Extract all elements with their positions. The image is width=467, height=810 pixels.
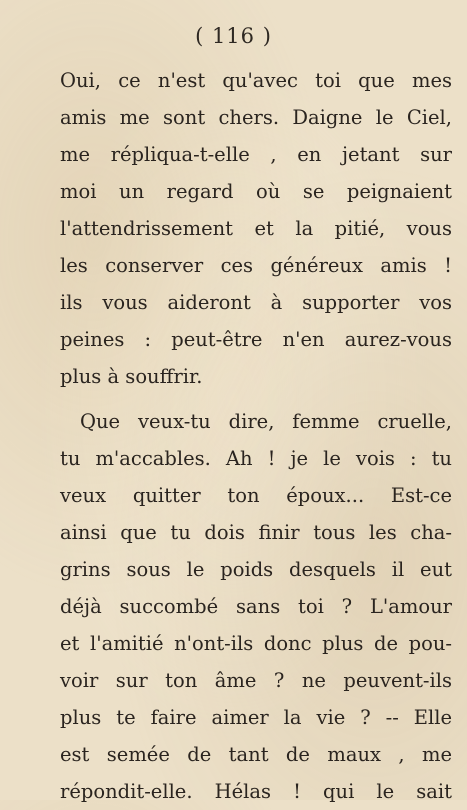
paragraph (60, 403, 452, 810)
text-line: plus te faire aimer la vie ? -- Elle (60, 706, 452, 729)
text-line: plus à souffrir. (60, 365, 203, 388)
page-number: ( 116 ) (195, 24, 272, 48)
text-line: déjà succombé sans toi ? L'amour (60, 595, 452, 618)
paragraph (60, 62, 452, 395)
paragraph-gap (60, 395, 452, 403)
body-text (60, 62, 452, 810)
text-line: Que veux-tu dire, femme cruelle, (80, 410, 452, 433)
text-line: veux quitter ton époux... Est-ce (60, 484, 452, 507)
text-line: me répliqua-t-elle , en jetant sur (60, 143, 452, 166)
text-line: tu m'accables. Ah ! je le vois : tu (60, 447, 452, 470)
text-line: l'attendrissement et la pitié, vous (60, 217, 452, 240)
text-line: ils vous aideront à supporter vos (60, 291, 452, 314)
text-line: grins sous le poids desquels il eut (60, 558, 452, 581)
text-line: les conserver ces généreux amis ! (60, 254, 452, 277)
text-line: ainsi que tu dois finir tous les cha- (60, 521, 452, 544)
text-line: répondit-elle. Hélas ! qui le sait (60, 780, 452, 803)
text-line: Oui, ce n'est qu'avec toi que mes (60, 69, 452, 92)
text-line: est semée de tant de maux , me (60, 743, 452, 766)
text-line: voir sur ton âme ? ne peuvent-ils (60, 669, 452, 692)
text-line: amis me sont chers. Daigne le Ciel, (60, 106, 452, 129)
text-line: peines : peut-être n'en aurez-vous (60, 328, 452, 351)
text-line: moi un regard où se peignaient (60, 180, 452, 203)
text-line: et l'amitié n'ont-ils donc plus de pou- (60, 632, 452, 655)
